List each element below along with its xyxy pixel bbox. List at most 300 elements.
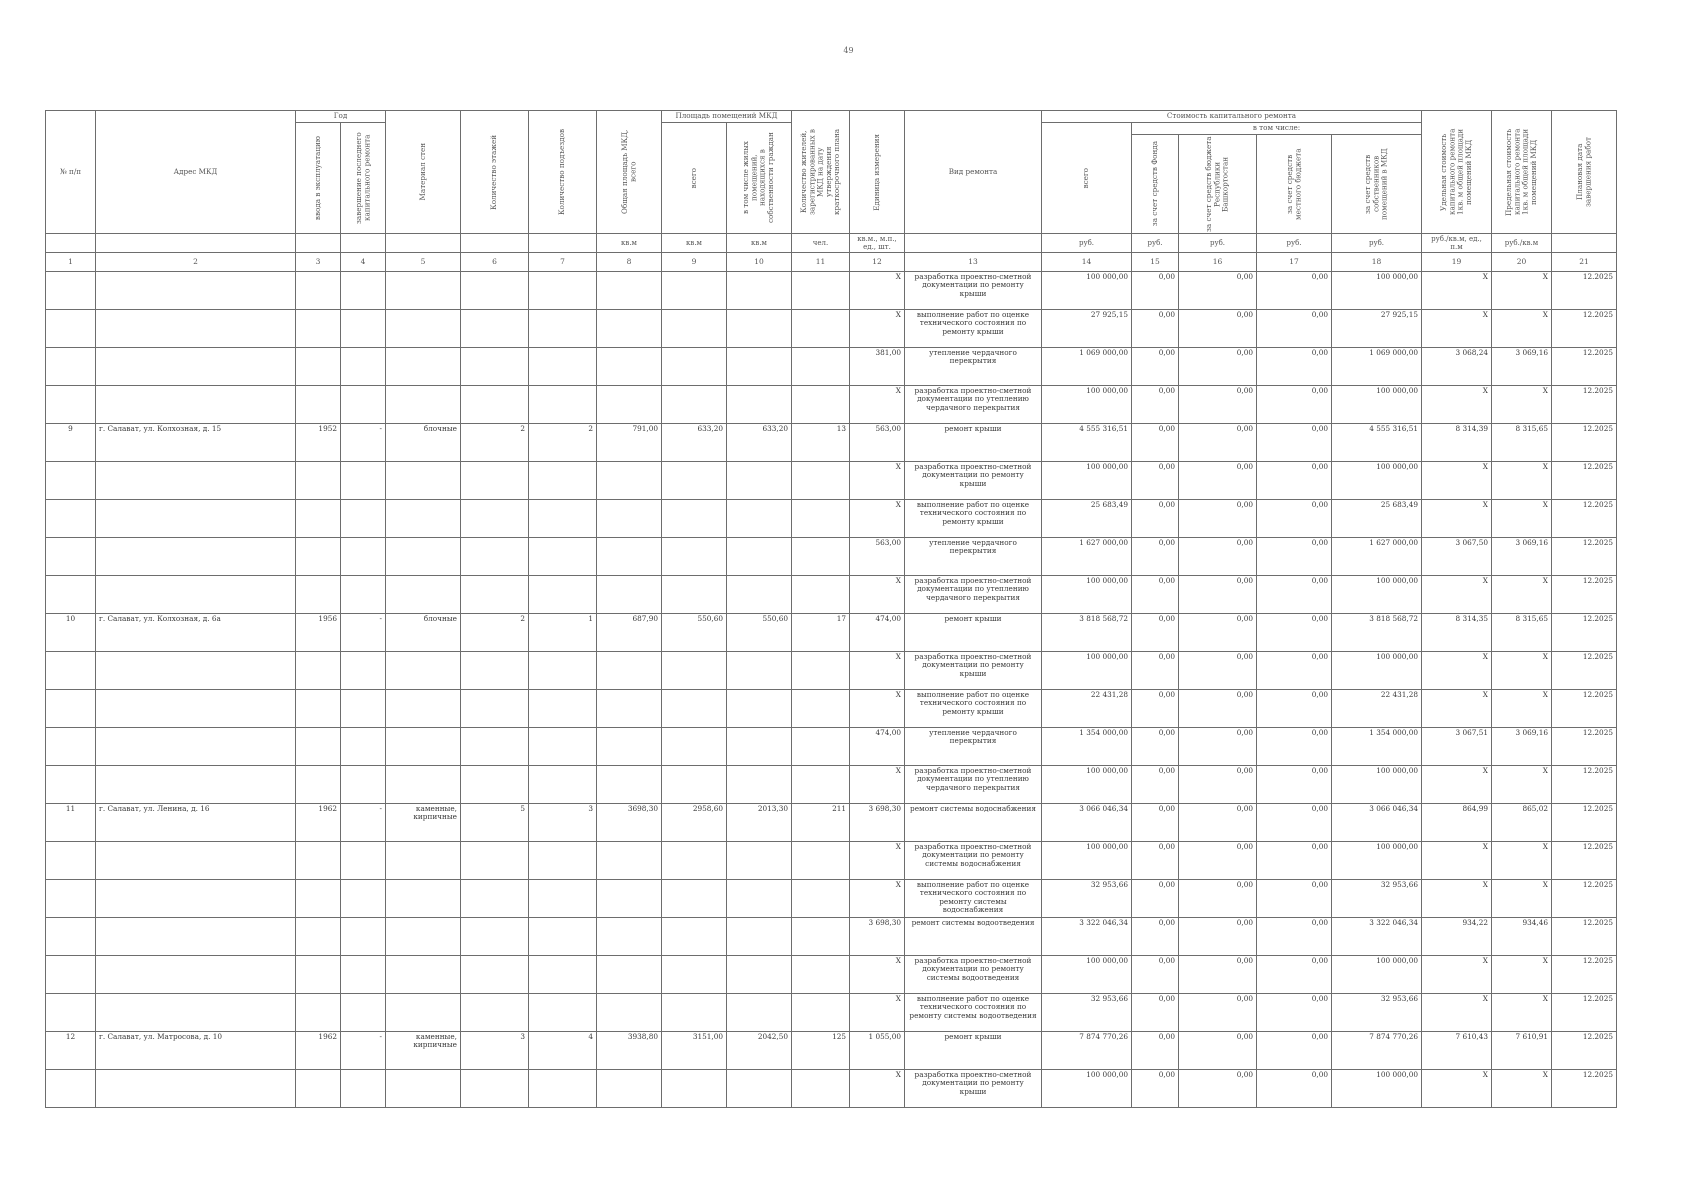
area-living bbox=[727, 462, 792, 500]
area-all bbox=[662, 462, 727, 500]
capital-repair-table bbox=[45, 110, 1617, 1108]
house-address bbox=[96, 842, 296, 880]
entrances-count bbox=[529, 728, 597, 766]
max-unit-cost: 7 610,91 bbox=[1492, 1032, 1552, 1070]
residents-count bbox=[792, 880, 850, 918]
floors-count bbox=[461, 538, 529, 576]
house-number bbox=[46, 576, 96, 614]
cost-rb-budget: 0,00 bbox=[1179, 918, 1257, 956]
cost-local-budget: 0,00 bbox=[1257, 424, 1332, 462]
column-number: 20 bbox=[1492, 253, 1552, 272]
cost-fund: 0,00 bbox=[1132, 804, 1179, 842]
table-row bbox=[46, 614, 1617, 652]
column-number: 19 bbox=[1422, 253, 1492, 272]
repair-type: разработка проектно-сметной документации по ремонту системы водоснабжения bbox=[905, 842, 1042, 880]
unit-label: руб./кв.м bbox=[1492, 234, 1552, 253]
area-total bbox=[597, 956, 662, 994]
repair-type: выполнение работ по оценке технического состояния по ремонту крыши bbox=[905, 310, 1042, 348]
area-living bbox=[727, 690, 792, 728]
table-body bbox=[46, 272, 1617, 1108]
entrances-count bbox=[529, 956, 597, 994]
floors-count: 5 bbox=[461, 804, 529, 842]
residents-count bbox=[792, 842, 850, 880]
cost-owners: 3 818 568,72 bbox=[1332, 614, 1422, 652]
area-all bbox=[662, 842, 727, 880]
cost-fund: 0,00 bbox=[1132, 576, 1179, 614]
cost-fund: 0,00 bbox=[1132, 310, 1179, 348]
house-address bbox=[96, 956, 296, 994]
cost-owners: 100 000,00 bbox=[1332, 576, 1422, 614]
cost-rb-budget: 0,00 bbox=[1179, 310, 1257, 348]
wall-material bbox=[386, 880, 461, 918]
entrances-count bbox=[529, 918, 597, 956]
repair-type: разработка проектно-сметной документации по утеплению чердачного перекрытия bbox=[905, 386, 1042, 424]
last-repair: - bbox=[341, 1032, 386, 1070]
cost-total: 32 953,66 bbox=[1042, 994, 1132, 1032]
area-living: 550,60 bbox=[727, 614, 792, 652]
cost-fund: 0,00 bbox=[1132, 462, 1179, 500]
wall-material bbox=[386, 538, 461, 576]
unit-label: руб./кв.м, ед., п.м bbox=[1422, 234, 1492, 253]
cost-total: 1 627 000,00 bbox=[1042, 538, 1132, 576]
cost-rb-budget: 0,00 bbox=[1179, 842, 1257, 880]
floors-count bbox=[461, 348, 529, 386]
year-built bbox=[296, 538, 341, 576]
work-unit: 474,00 bbox=[850, 728, 905, 766]
floors-count bbox=[461, 690, 529, 728]
last-repair bbox=[341, 652, 386, 690]
area-total bbox=[597, 386, 662, 424]
area-total: 687,90 bbox=[597, 614, 662, 652]
max-unit-cost: X bbox=[1492, 576, 1552, 614]
max-unit-cost: X bbox=[1492, 842, 1552, 880]
area-all bbox=[662, 652, 727, 690]
wall-material bbox=[386, 310, 461, 348]
unit-cost: 8 314,35 bbox=[1422, 614, 1492, 652]
repair-type: выполнение работ по оценке технического состояния по ремонту системы водоотведения bbox=[905, 994, 1042, 1032]
area-living bbox=[727, 652, 792, 690]
area-all bbox=[662, 1070, 727, 1108]
header-area-living: в том числе жилых помещений, находящихся в собственности граждан bbox=[741, 132, 776, 224]
year-built: 1952 bbox=[296, 424, 341, 462]
table-row bbox=[46, 462, 1617, 500]
unit-label: руб. bbox=[1132, 234, 1179, 253]
entrances-count: 3 bbox=[529, 804, 597, 842]
house-address bbox=[96, 652, 296, 690]
cost-total: 100 000,00 bbox=[1042, 576, 1132, 614]
table-row bbox=[46, 1032, 1617, 1070]
house-number: 11 bbox=[46, 804, 96, 842]
house-address bbox=[96, 1070, 296, 1108]
work-unit: X bbox=[850, 652, 905, 690]
unit-cost: X bbox=[1422, 386, 1492, 424]
house-address bbox=[96, 690, 296, 728]
house-address: г. Салават, ул. Ленина, д. 16 bbox=[96, 804, 296, 842]
wall-material bbox=[386, 956, 461, 994]
residents-count bbox=[792, 310, 850, 348]
table-row bbox=[46, 348, 1617, 386]
last-repair bbox=[341, 272, 386, 310]
header-unit: Единица измерения bbox=[871, 133, 881, 211]
entrances-count bbox=[529, 880, 597, 918]
cost-fund: 0,00 bbox=[1132, 766, 1179, 804]
repair-type: утепление чердачного перекрытия bbox=[905, 538, 1042, 576]
cost-rb-budget: 0,00 bbox=[1179, 272, 1257, 310]
house-address: г. Салават, ул. Колхозная, д. 6а bbox=[96, 614, 296, 652]
cost-rb-budget: 0,00 bbox=[1179, 424, 1257, 462]
area-living bbox=[727, 310, 792, 348]
area-all bbox=[662, 348, 727, 386]
residents-count: 17 bbox=[792, 614, 850, 652]
cost-total: 25 683,49 bbox=[1042, 500, 1132, 538]
cost-fund: 0,00 bbox=[1132, 614, 1179, 652]
repair-type: ремонт системы водоснабжения bbox=[905, 804, 1042, 842]
cost-local-budget: 0,00 bbox=[1257, 956, 1332, 994]
house-address bbox=[96, 462, 296, 500]
house-number bbox=[46, 462, 96, 500]
completion-date: 12.2025 bbox=[1552, 690, 1617, 728]
cost-total: 27 925,15 bbox=[1042, 310, 1132, 348]
completion-date: 12.2025 bbox=[1552, 728, 1617, 766]
cost-total: 22 431,28 bbox=[1042, 690, 1132, 728]
entrances-count bbox=[529, 690, 597, 728]
year-built bbox=[296, 728, 341, 766]
cost-local-budget: 0,00 bbox=[1257, 614, 1332, 652]
area-all bbox=[662, 994, 727, 1032]
cost-rb-budget: 0,00 bbox=[1179, 1070, 1257, 1108]
house-address bbox=[96, 272, 296, 310]
repair-type: утепление чердачного перекрытия bbox=[905, 728, 1042, 766]
residents-count bbox=[792, 348, 850, 386]
cost-fund: 0,00 bbox=[1132, 842, 1179, 880]
column-number: 13 bbox=[905, 253, 1042, 272]
floors-count bbox=[461, 652, 529, 690]
column-number: 2 bbox=[96, 253, 296, 272]
column-number: 16 bbox=[1179, 253, 1257, 272]
entrances-count bbox=[529, 538, 597, 576]
unit-label: чел. bbox=[792, 234, 850, 253]
completion-date: 12.2025 bbox=[1552, 614, 1617, 652]
last-repair bbox=[341, 1070, 386, 1108]
residents-count: 13 bbox=[792, 424, 850, 462]
header-num: № п/п bbox=[46, 111, 96, 234]
cost-owners: 1 627 000,00 bbox=[1332, 538, 1422, 576]
house-number bbox=[46, 842, 96, 880]
header-year-group: Год bbox=[296, 111, 386, 123]
year-built bbox=[296, 918, 341, 956]
last-repair: - bbox=[341, 804, 386, 842]
entrances-count bbox=[529, 1070, 597, 1108]
last-repair bbox=[341, 728, 386, 766]
column-number: 18 bbox=[1332, 253, 1422, 272]
house-address bbox=[96, 348, 296, 386]
house-number bbox=[46, 538, 96, 576]
cost-owners: 1 354 000,00 bbox=[1332, 728, 1422, 766]
area-living bbox=[727, 1070, 792, 1108]
cost-local-budget: 0,00 bbox=[1257, 918, 1332, 956]
table-row bbox=[46, 994, 1617, 1032]
area-total bbox=[597, 728, 662, 766]
work-unit: 563,00 bbox=[850, 538, 905, 576]
year-built bbox=[296, 348, 341, 386]
unit-cost: X bbox=[1422, 842, 1492, 880]
completion-date: 12.2025 bbox=[1552, 576, 1617, 614]
table-row bbox=[46, 766, 1617, 804]
table-row bbox=[46, 500, 1617, 538]
completion-date: 12.2025 bbox=[1552, 918, 1617, 956]
house-number bbox=[46, 386, 96, 424]
completion-date: 12.2025 bbox=[1552, 842, 1617, 880]
house-address bbox=[96, 728, 296, 766]
header-cost-group: Стоимость капитального ремонта bbox=[1042, 111, 1422, 123]
cost-rb-budget: 0,00 bbox=[1179, 652, 1257, 690]
cost-rb-budget: 0,00 bbox=[1179, 766, 1257, 804]
header-fund: за счет средств Фонда bbox=[1149, 141, 1159, 227]
column-number: 5 bbox=[386, 253, 461, 272]
cost-local-budget: 0,00 bbox=[1257, 766, 1332, 804]
work-unit: 3 698,30 bbox=[850, 804, 905, 842]
year-built bbox=[296, 500, 341, 538]
year-built: 1962 bbox=[296, 1032, 341, 1070]
wall-material bbox=[386, 842, 461, 880]
last-repair bbox=[341, 766, 386, 804]
table-row bbox=[46, 804, 1617, 842]
max-unit-cost: X bbox=[1492, 500, 1552, 538]
cost-local-budget: 0,00 bbox=[1257, 500, 1332, 538]
max-unit-cost: X bbox=[1492, 652, 1552, 690]
area-living: 633,20 bbox=[727, 424, 792, 462]
entrances-count bbox=[529, 462, 597, 500]
work-unit: 474,00 bbox=[850, 614, 905, 652]
completion-date: 12.2025 bbox=[1552, 348, 1617, 386]
cost-total: 100 000,00 bbox=[1042, 462, 1132, 500]
units-row bbox=[46, 234, 1617, 253]
max-unit-cost: 934,46 bbox=[1492, 918, 1552, 956]
unit-cost: 3 068,24 bbox=[1422, 348, 1492, 386]
entrances-count bbox=[529, 500, 597, 538]
house-number bbox=[46, 690, 96, 728]
floors-count: 3 bbox=[461, 1032, 529, 1070]
max-unit-cost: X bbox=[1492, 462, 1552, 500]
cost-rb-budget: 0,00 bbox=[1179, 500, 1257, 538]
unit-cost: X bbox=[1422, 766, 1492, 804]
unit-cost: X bbox=[1422, 500, 1492, 538]
year-built bbox=[296, 842, 341, 880]
column-number: 1 bbox=[46, 253, 96, 272]
header-owners: за счет средств собственников помещений в МКД bbox=[1363, 148, 1389, 220]
year-built bbox=[296, 1070, 341, 1108]
table-row bbox=[46, 1070, 1617, 1108]
header-max-cost: Предельная стоимость капитального ремонта 1кв. м общей площади помещений МКД bbox=[1503, 128, 1538, 216]
cost-total: 4 555 316,51 bbox=[1042, 424, 1132, 462]
cost-total: 100 000,00 bbox=[1042, 272, 1132, 310]
area-total bbox=[597, 348, 662, 386]
last-repair bbox=[341, 842, 386, 880]
cost-fund: 0,00 bbox=[1132, 538, 1179, 576]
unit-cost: 3 067,51 bbox=[1422, 728, 1492, 766]
completion-date: 12.2025 bbox=[1552, 880, 1617, 918]
area-all bbox=[662, 576, 727, 614]
cost-rb-budget: 0,00 bbox=[1179, 956, 1257, 994]
area-living bbox=[727, 918, 792, 956]
cost-rb-budget: 0,00 bbox=[1179, 690, 1257, 728]
area-total bbox=[597, 1070, 662, 1108]
area-all bbox=[662, 918, 727, 956]
floors-count bbox=[461, 310, 529, 348]
cost-owners: 25 683,49 bbox=[1332, 500, 1422, 538]
header-last-repair: завершение последнего капитального ремонта bbox=[353, 132, 371, 224]
area-living bbox=[727, 272, 792, 310]
unit-cost: X bbox=[1422, 310, 1492, 348]
house-address bbox=[96, 386, 296, 424]
header-area-total: Общая площадь МКД, всего bbox=[619, 129, 637, 215]
repair-type: выполнение работ по оценке технического состояния по ремонту системы водоснабжения bbox=[905, 880, 1042, 918]
house-address bbox=[96, 766, 296, 804]
column-number: 15 bbox=[1132, 253, 1179, 272]
year-built bbox=[296, 272, 341, 310]
table-row bbox=[46, 842, 1617, 880]
completion-date: 12.2025 bbox=[1552, 1070, 1617, 1108]
year-built bbox=[296, 386, 341, 424]
area-total bbox=[597, 310, 662, 348]
max-unit-cost: X bbox=[1492, 386, 1552, 424]
max-unit-cost: 8 315,65 bbox=[1492, 614, 1552, 652]
area-all bbox=[662, 538, 727, 576]
column-number: 10 bbox=[727, 253, 792, 272]
area-living bbox=[727, 880, 792, 918]
area-total bbox=[597, 576, 662, 614]
area-all bbox=[662, 690, 727, 728]
work-unit: X bbox=[850, 1070, 905, 1108]
house-number bbox=[46, 880, 96, 918]
column-numbers-row bbox=[46, 253, 1617, 272]
year-built bbox=[296, 994, 341, 1032]
cost-rb-budget: 0,00 bbox=[1179, 728, 1257, 766]
table-row bbox=[46, 424, 1617, 462]
house-address bbox=[96, 880, 296, 918]
work-unit: X bbox=[850, 386, 905, 424]
unit-cost: 3 067,50 bbox=[1422, 538, 1492, 576]
wall-material bbox=[386, 348, 461, 386]
unit-label: руб. bbox=[1332, 234, 1422, 253]
completion-date: 12.2025 bbox=[1552, 994, 1617, 1032]
year-built bbox=[296, 652, 341, 690]
column-number: 7 bbox=[529, 253, 597, 272]
cost-local-budget: 0,00 bbox=[1257, 538, 1332, 576]
max-unit-cost: X bbox=[1492, 272, 1552, 310]
cost-rb-budget: 0,00 bbox=[1179, 538, 1257, 576]
completion-date: 12.2025 bbox=[1552, 956, 1617, 994]
cost-owners: 32 953,66 bbox=[1332, 994, 1422, 1032]
wall-material: блочные bbox=[386, 614, 461, 652]
max-unit-cost: X bbox=[1492, 310, 1552, 348]
table-row bbox=[46, 728, 1617, 766]
table-row bbox=[46, 956, 1617, 994]
floors-count: 2 bbox=[461, 424, 529, 462]
area-total: 3698,30 bbox=[597, 804, 662, 842]
cost-total: 100 000,00 bbox=[1042, 386, 1132, 424]
floors-count bbox=[461, 842, 529, 880]
completion-date: 12.2025 bbox=[1552, 538, 1617, 576]
floors-count bbox=[461, 576, 529, 614]
table-row bbox=[46, 576, 1617, 614]
last-repair bbox=[341, 880, 386, 918]
floors-count: 2 bbox=[461, 614, 529, 652]
max-unit-cost: 865,02 bbox=[1492, 804, 1552, 842]
last-repair bbox=[341, 462, 386, 500]
cost-fund: 0,00 bbox=[1132, 348, 1179, 386]
max-unit-cost: X bbox=[1492, 956, 1552, 994]
repair-type: разработка проектно-сметной документации по ремонту крыши bbox=[905, 272, 1042, 310]
completion-date: 12.2025 bbox=[1552, 766, 1617, 804]
cost-owners: 100 000,00 bbox=[1332, 462, 1422, 500]
house-number: 10 bbox=[46, 614, 96, 652]
residents-count bbox=[792, 1070, 850, 1108]
area-all bbox=[662, 500, 727, 538]
table-row bbox=[46, 386, 1617, 424]
cost-fund: 0,00 bbox=[1132, 424, 1179, 462]
column-number: 9 bbox=[662, 253, 727, 272]
entrances-count bbox=[529, 994, 597, 1032]
residents-count bbox=[792, 386, 850, 424]
house-number bbox=[46, 348, 96, 386]
house-number bbox=[46, 500, 96, 538]
year-built bbox=[296, 310, 341, 348]
year-built bbox=[296, 766, 341, 804]
unit-cost: 864,99 bbox=[1422, 804, 1492, 842]
repair-type: ремонт крыши bbox=[905, 1032, 1042, 1070]
area-total bbox=[597, 462, 662, 500]
table-header bbox=[46, 111, 1617, 272]
wall-material bbox=[386, 386, 461, 424]
cost-owners: 100 000,00 bbox=[1332, 842, 1422, 880]
column-number: 3 bbox=[296, 253, 341, 272]
unit-cost: X bbox=[1422, 576, 1492, 614]
area-total bbox=[597, 994, 662, 1032]
residents-count bbox=[792, 500, 850, 538]
house-number bbox=[46, 766, 96, 804]
year-built: 1962 bbox=[296, 804, 341, 842]
cost-total: 1 069 000,00 bbox=[1042, 348, 1132, 386]
cost-local-budget: 0,00 bbox=[1257, 804, 1332, 842]
cost-local-budget: 0,00 bbox=[1257, 310, 1332, 348]
cost-local-budget: 0,00 bbox=[1257, 1070, 1332, 1108]
repair-type: разработка проектно-сметной документации по утеплению чердачного перекрытия bbox=[905, 766, 1042, 804]
work-unit: X bbox=[850, 310, 905, 348]
max-unit-cost: X bbox=[1492, 690, 1552, 728]
unit-label: руб. bbox=[1257, 234, 1332, 253]
repair-type: выполнение работ по оценке технического состояния по ремонту крыши bbox=[905, 690, 1042, 728]
area-total bbox=[597, 538, 662, 576]
wall-material: блочные bbox=[386, 424, 461, 462]
last-repair: - bbox=[341, 614, 386, 652]
area-all bbox=[662, 386, 727, 424]
year-built: 1956 bbox=[296, 614, 341, 652]
residents-count: 211 bbox=[792, 804, 850, 842]
area-total bbox=[597, 500, 662, 538]
cost-owners: 3 066 046,34 bbox=[1332, 804, 1422, 842]
floors-count bbox=[461, 500, 529, 538]
max-unit-cost: 8 315,65 bbox=[1492, 424, 1552, 462]
house-number bbox=[46, 1070, 96, 1108]
cost-rb-budget: 0,00 bbox=[1179, 348, 1257, 386]
entrances-count bbox=[529, 576, 597, 614]
floors-count bbox=[461, 956, 529, 994]
area-all bbox=[662, 272, 727, 310]
max-unit-cost: X bbox=[1492, 766, 1552, 804]
last-repair bbox=[341, 310, 386, 348]
area-all: 3151,00 bbox=[662, 1032, 727, 1070]
